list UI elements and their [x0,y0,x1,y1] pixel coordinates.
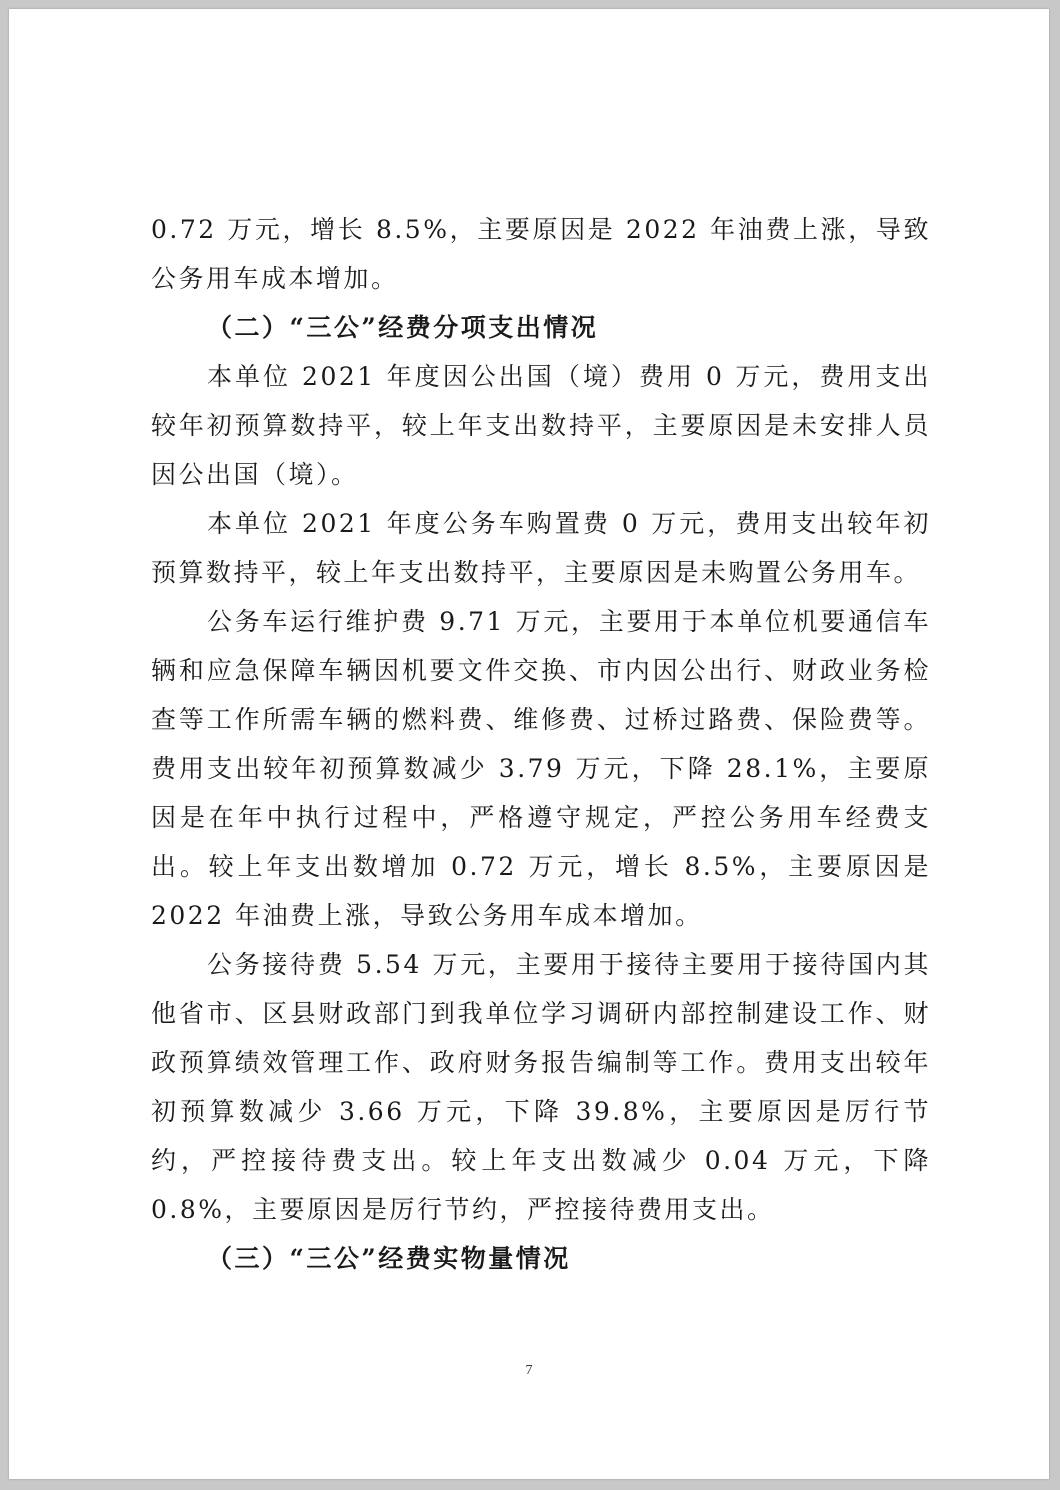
section-heading-3: （三）“三公”经费实物量情况 [207,1244,571,1273]
paragraph-continuation: 0.72 万元，增长 8.5%，主要原因是 2022 年油费上涨，导致公务用车成本增加。 [151,215,931,293]
section-heading-2: （二）“三公”经费分项支出情况 [207,313,599,342]
document-page [9,9,1049,1479]
page-number: 7 [525,1363,533,1378]
paragraph-overseas-travel: 本单位 2021 年度因公出国（境）费用 0 万元，费用支出较年初预算数持平，较上年支出数持平，主要原因是未安排人员因公出国（境）。 [151,362,931,489]
paragraph-vehicle-purchase: 本单位 2021 年度公务车购置费 0 万元，费用支出较年初预算数持平，较上年支出数持平，主要原因是未购置公务用车。 [151,509,931,587]
paragraph-reception: 公务接待费 5.54 万元，主要用于接待主要用于接待国内其他省市、区县财政部门到我单位学习调研内部控制建设工作、财政预算绩效管理工作、政府财务报告编制等工作。费用支出较年初预算数减少 3.66 万元，下降 39.8%，主要原因是厉行节约，严控接待费支出。较上年支出数减少 0.04 万元，下降 0.8%，主要原因是厉行节约，严控接待费用支出。 [151,950,931,1224]
document-body [151,205,931,1283]
paragraph-vehicle-maintenance: 公务车运行维护费 9.71 万元，主要用于本单位机要通信车辆和应急保障车辆因机要文件交换、市内因公出行、财政业务检查等工作所需车辆的燃料费、维修费、过桥过路费、保险费等。费用支出较年初预算数减少 3.79 万元，下降 28.1%，主要原因是在年中执行过程中，严格遵守规定，严控公务用车经费支出。较上年支出数增加 0.72 万元，增长 8.5%，主要原因是 2022 年油费上涨，导致公务用车成本增加。 [151,607,931,930]
